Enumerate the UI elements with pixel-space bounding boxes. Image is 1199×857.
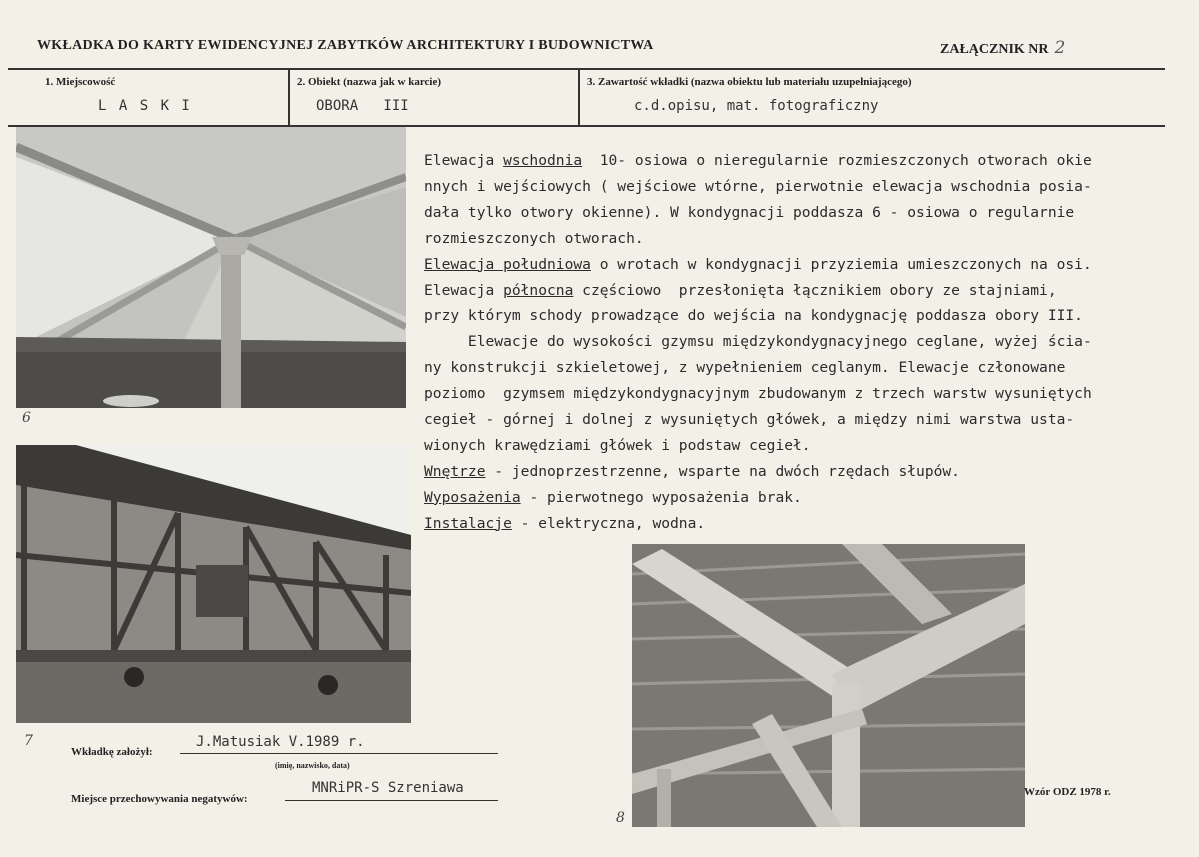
desc-p5-rest: - pierwotnego wyposażenia brak. xyxy=(520,488,802,506)
desc-interior-heading: Wnętrze xyxy=(424,462,486,480)
desc-p1-head: Elewacja xyxy=(424,152,504,169)
storage-label: Miejsce przechowywania negatywów: xyxy=(71,793,248,805)
photo-timber-frame-wall xyxy=(16,445,411,723)
created-by-label: Wkładkę założył: xyxy=(71,746,153,758)
card-title: WKŁADKA DO KARTY EWIDENCYJNEJ ZABYTKÓW ARCHITEKTURY I BUDOWNICTWA xyxy=(37,38,654,53)
field-2-value: OBORA III xyxy=(316,98,409,114)
header-rule-top xyxy=(8,68,1165,70)
annex-label: ZAŁĄCZNIK NR xyxy=(940,42,1049,57)
photo-number-7: 7 xyxy=(24,733,33,749)
desc-p3-rest: częściowo przesłonięta łącznikiem obory ze stajniami, przy którym schody prowadzące do wejścia na kondygnację poddasza obory III. Elewacje do wysokości gzymsu międzykondygnacyjnego ceglane, wyżej ścia- ny konstrukcji szkieletowej, z wypełnieniem ceglanym. Elewacje członowane poziomo gzymsem międzykondygnacyjnym zbudowanym z trzech warstw wysuniętych cegieł - górnej i dolnej z wysuniętych główek, a między nimi warstwa usta- wionych krawędziami główek i podstaw cegieł. xyxy=(424,281,1092,454)
annex-handwritten-number: 2 xyxy=(1054,38,1066,58)
form-pattern: Wzór ODZ 1978 r. xyxy=(1024,786,1111,798)
annex-number xyxy=(940,38,1065,58)
desc-p3-head: Elewacja xyxy=(424,281,504,299)
desc-p4-rest: - jednoprzestrzenne, wsparte na dwóch rzędach słupów. xyxy=(485,462,960,480)
desc-east-heading: wschodnia xyxy=(503,152,583,169)
field-2-label: 2. Obiekt (nazwa jak w karcie) xyxy=(297,76,442,88)
desc-p1-rest: 10- osiowa o nieregularnie rozmieszczonych otworach okie nnych i wejściowych ( wejściowe wtórne, pierwotnie elewacja wschodnia posia- dała tylko otwory okienne). W kondygnacji poddasza 6 - osiowa o regularnie rozmieszczonych otworach. xyxy=(424,152,1092,247)
created-by-value: J.Matusiak V.1989 r. xyxy=(196,734,365,750)
field-divider-2 xyxy=(578,68,580,126)
desc-installations-heading: Instalacje xyxy=(424,514,512,532)
storage-value: MNRiPR-S Szreniawa xyxy=(312,780,464,796)
description-text xyxy=(424,148,1194,537)
photo-wooden-roof-beams xyxy=(632,544,1025,827)
photo-ceiling-column xyxy=(16,127,406,408)
photo-number-6: 6 xyxy=(22,410,31,426)
field-divider-1 xyxy=(288,68,290,126)
desc-north-heading: północna xyxy=(503,281,574,299)
desc-p2-rest: o wrotach w kondygnacji przyziemia umieszczonych na osi. xyxy=(590,255,1092,273)
field-3-label: 3. Zawartość wkładki (nazwa obiektu lub materiału uzupełniającego) xyxy=(587,76,912,88)
field-3-value: c.d.opisu, mat. fotograficzny xyxy=(634,98,879,114)
created-by-hint: (imię, nazwisko, data) xyxy=(275,761,350,770)
storage-line xyxy=(285,800,498,801)
created-by-line xyxy=(180,753,498,754)
desc-p6-rest: - elektryczna, wodna. xyxy=(511,514,706,532)
desc-south-heading: Elewacja południowa xyxy=(424,255,591,273)
field-1-label: 1. Miejscowość xyxy=(45,76,116,88)
desc-equipment-heading: Wyposażenia xyxy=(424,488,521,506)
field-1-value: L A S K I xyxy=(98,98,192,114)
photo-number-8: 8 xyxy=(616,810,625,826)
